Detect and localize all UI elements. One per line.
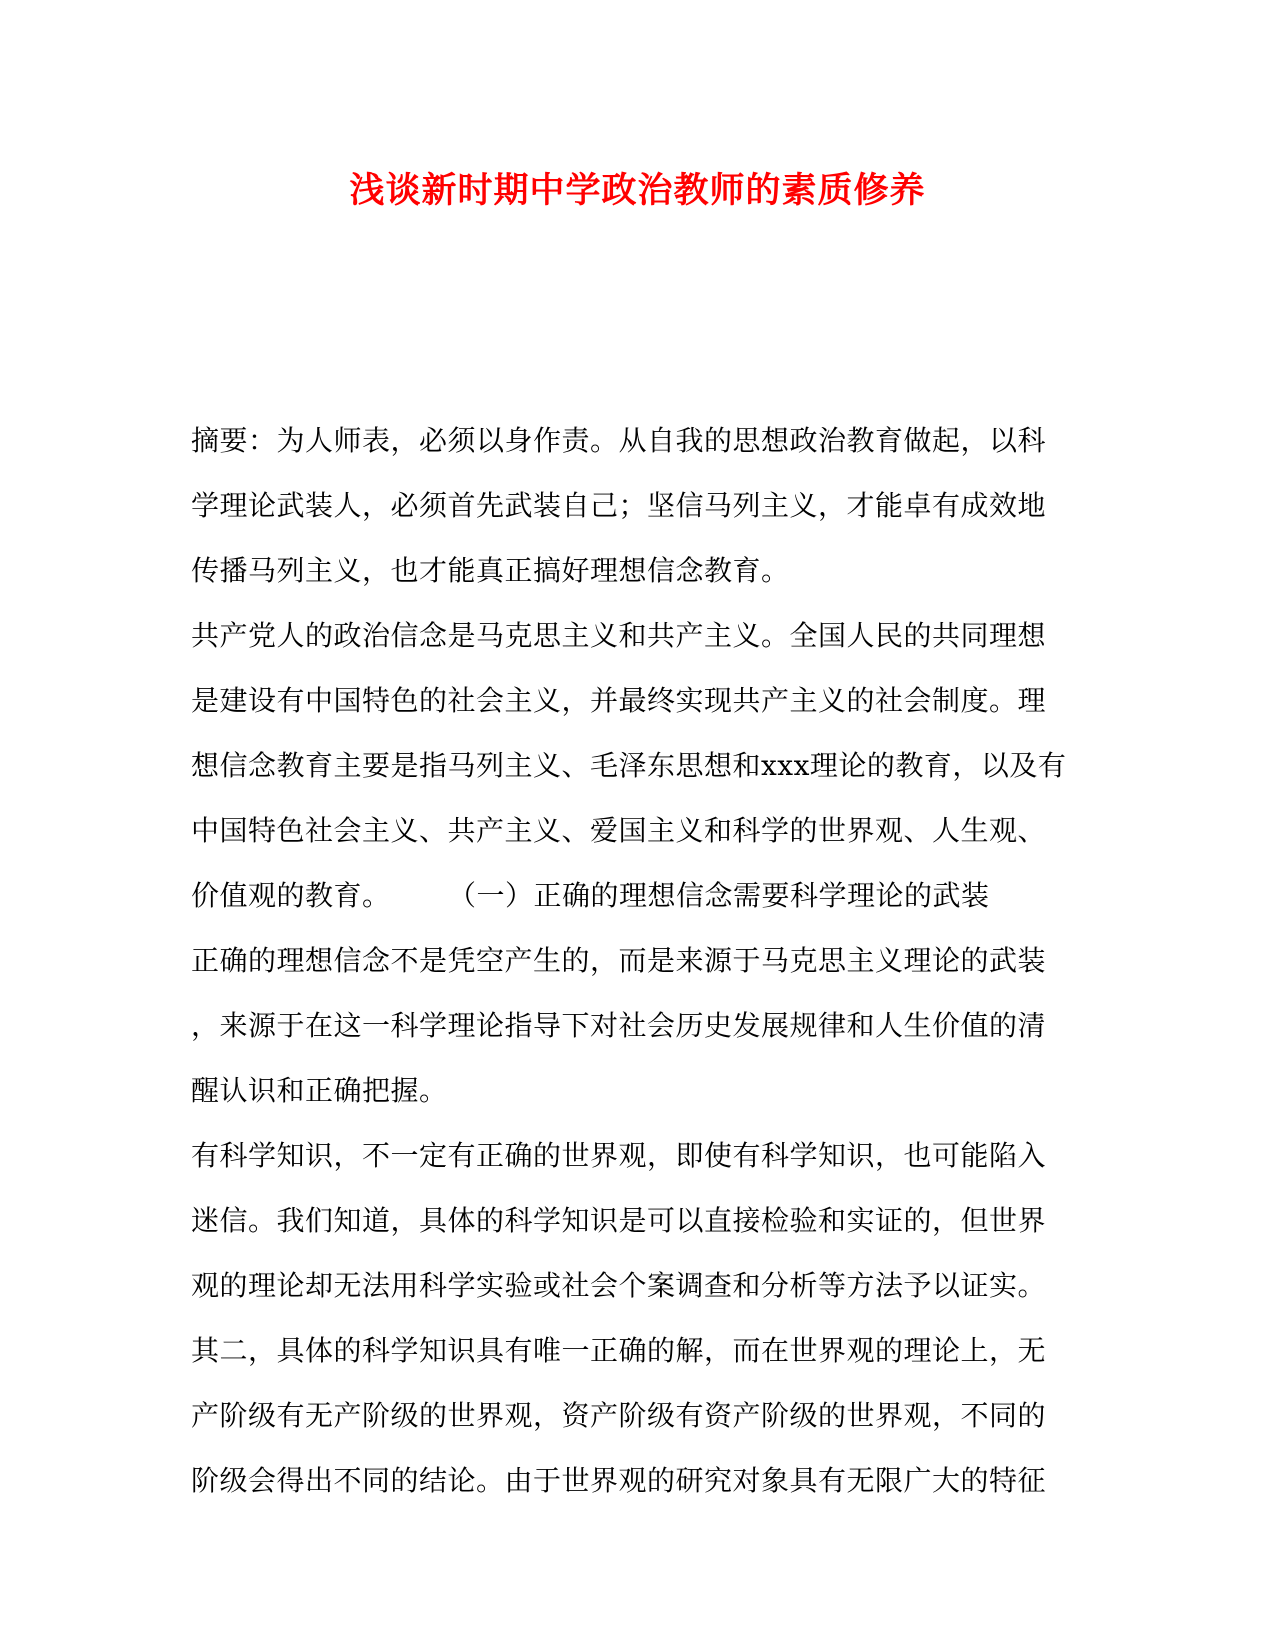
text-line: 阶级会得出不同的结论。由于世界观的研究对象具有无限广大的特征: [191, 1464, 1047, 1497]
text-line: ，来源于在这一科学理论指导下对社会历史发展规律和人生价值的清: [191, 1009, 1047, 1042]
text-line: 观的理论却无法用科学实验或社会个案调查和分析等方法予以证实。: [191, 1269, 1047, 1302]
text-line: 想信念教育主要是指马列主义、毛泽东思想和xxx理论的教育，以及有: [191, 749, 1067, 782]
text-line: 价值观的教育。 （一）正确的理想信念需要科学理论的武装: [191, 879, 990, 912]
text-line: 学理论武装人，必须首先武装自己；坚信马列主义，才能卓有成效地: [191, 489, 1047, 522]
text-line: 共产党人的政治信念是马克思主义和共产主义。全国人民的共同理想: [191, 619, 1047, 652]
text-line: 醒认识和正确把握。: [191, 1074, 448, 1107]
text-line: 是建设有中国特色的社会主义，并最终实现共产主义的社会制度。理: [191, 684, 1047, 717]
document-body: [191, 408, 1091, 1513]
text-line: 正确的理想信念不是凭空产生的，而是来源于马克思主义理论的武装: [191, 944, 1047, 977]
text-line: 有科学知识，不一定有正确的世界观，即使有科学知识，也可能陷入: [191, 1139, 1047, 1172]
text-line: 摘要：为人师表，必须以身作责。从自我的思想政治教育做起，以科: [191, 424, 1047, 457]
text-line: 迷信。我们知道，具体的科学知识是可以直接检验和实证的，但世界: [191, 1204, 1047, 1237]
text-line: 中国特色社会主义、共产主义、爱国主义和科学的世界观、人生观、: [191, 814, 1047, 847]
document-title: 浅谈新时期中学政治教师的素质修养: [349, 170, 926, 211]
text-line: 产阶级有无产阶级的世界观，资产阶级有资产阶级的世界观，不同的: [191, 1399, 1047, 1432]
text-line: 其二，具体的科学知识具有唯一正确的解，而在世界观的理论上，无: [191, 1334, 1047, 1367]
text-line: 传播马列主义，也才能真正搞好理想信念教育。: [191, 554, 790, 587]
